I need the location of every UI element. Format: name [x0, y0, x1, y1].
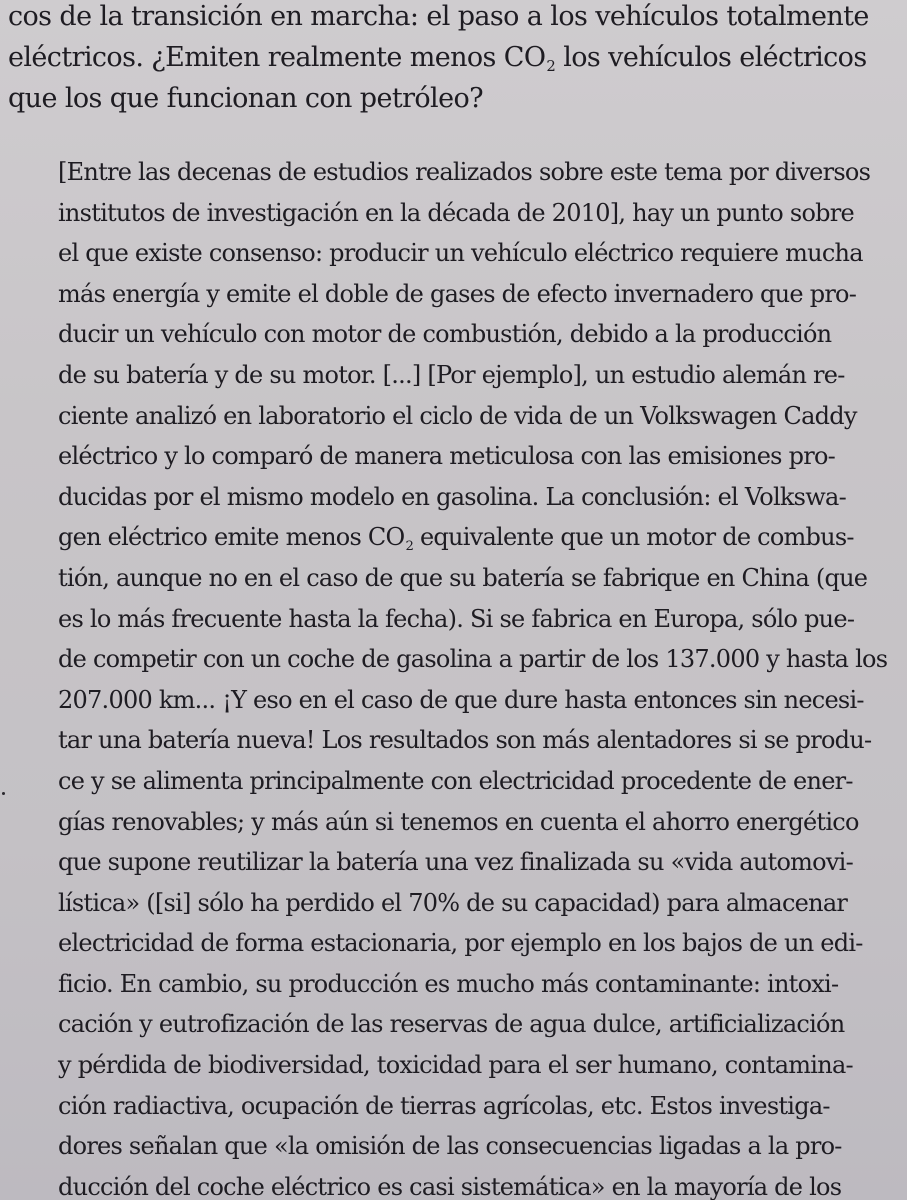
line-text: ducir un vehículo con motor de combustión, debido a la producción	[58, 320, 832, 349]
line-text: ción radiactiva, ocupación de tierras agrícolas, etc. Estos investiga-	[58, 1091, 830, 1120]
quote-line	[58, 802, 878, 843]
line-text: ducidas por el mismo modelo en gasolina. La conclusión: el Volkswa-	[58, 482, 846, 511]
margin-speck	[2, 792, 5, 795]
quote-line	[58, 314, 878, 355]
quote-line	[58, 964, 878, 1005]
line-text: equivalente que un motor de combus-	[413, 523, 854, 552]
line-text: dores señalan que «la omisión de las consecuencias ligadas a la pro-	[58, 1132, 842, 1161]
quote-line	[58, 842, 878, 883]
line-text: institutos de investigación en la década de 2010], hay un punto sobre	[58, 198, 854, 227]
line-text: electricidad de forma estacionaria, por ejemplo en los bajos de un edi-	[58, 929, 863, 958]
quote-line	[58, 1045, 878, 1086]
block-quote	[58, 152, 888, 1200]
line-text: eléctricos. ¿Emiten realmente menos CO	[8, 42, 546, 73]
quote-line	[58, 517, 878, 558]
intro-line	[8, 37, 898, 78]
subscript-two: 2	[405, 538, 414, 554]
quote-line	[58, 720, 878, 761]
line-text: [Entre las decenas de estudios realizados sobre este tema por diversos	[58, 158, 871, 186]
line-text: y pérdida de biodiversidad, toxicidad para el ser humano, contamina-	[58, 1051, 853, 1080]
quote-line	[58, 1126, 878, 1167]
subscript-two: 2	[546, 57, 556, 76]
line-text: cación y eutrofización de las reservas de agua dulce, artificialización	[58, 1010, 845, 1039]
line-text: ce y se alimenta principalmente con electricidad procedente de ener-	[58, 766, 853, 795]
quote-line	[58, 1004, 878, 1045]
quote-line	[58, 152, 878, 193]
quote-line	[58, 233, 878, 274]
line-text: tión, aunque no en el caso de que su batería se fabrique en China (que	[58, 563, 868, 592]
quote-line	[58, 761, 878, 802]
line-text: gen eléctrico emite menos CO	[58, 523, 405, 552]
line-text: más energía y emite el doble de gases de efecto invernadero que pro-	[58, 279, 857, 308]
line-text: cos de la transición en marcha: el paso a los vehículos totalmente	[8, 1, 869, 32]
quote-line	[58, 436, 878, 477]
quote-line	[58, 1086, 878, 1127]
quote-line	[58, 396, 878, 437]
quote-line	[58, 355, 878, 396]
line-text: el que existe consenso: producir un vehículo eléctrico requiere mucha	[58, 239, 863, 268]
quote-line	[58, 477, 878, 518]
line-text: ducción del coche eléctrico es casi sistemática» en la mayoría de los	[58, 1172, 842, 1200]
quote-line	[58, 680, 878, 721]
line-text: 207.000 km... ¡Y eso en el caso de que dure hasta entonces sin necesi-	[58, 685, 864, 714]
line-text: de su batería y de su motor. [...] [Por ejemplo], un estudio alemán re-	[58, 360, 845, 389]
line-text: que supone reutilizar la batería una vez finalizada su «vida automovi-	[58, 848, 853, 877]
quote-line	[58, 274, 878, 315]
quote-line	[58, 193, 878, 234]
line-text: de competir con un coche de gasolina a partir de los 137.000 y hasta los	[58, 645, 888, 674]
quote-line	[58, 599, 878, 640]
line-text: ficio. En cambio, su producción es mucho más contaminante: intoxi-	[58, 969, 839, 998]
intro-line	[8, 78, 898, 119]
next-page-bleed-through	[120, 1184, 860, 1200]
line-text: es lo más frecuente hasta la fecha). Si se fabrica en Europa, sólo pue-	[58, 604, 855, 633]
line-text: ciente analizó en laboratorio el ciclo de vida de un Volkswagen Caddy	[58, 401, 857, 430]
line-text: los vehículos eléctricos	[555, 42, 867, 73]
quote-line	[58, 923, 878, 964]
line-text: tar una batería nueva! Los resultados son más alentadores si se produ-	[58, 726, 872, 755]
intro-line	[8, 0, 898, 37]
quote-line	[58, 883, 878, 924]
quote-line	[58, 639, 888, 680]
intro-paragraph	[8, 0, 898, 119]
line-text: lística» ([si] sólo ha perdido el 70% de su capacidad) para almacenar	[58, 888, 848, 917]
line-text: gías renovables; y más aún si tenemos en cuenta el ahorro energético	[58, 807, 859, 836]
quote-line	[58, 558, 878, 599]
line-text: que los que funcionan con petróleo?	[8, 83, 484, 114]
line-text: eléctrico y lo comparó de manera meticulosa con las emisiones pro-	[58, 442, 836, 471]
